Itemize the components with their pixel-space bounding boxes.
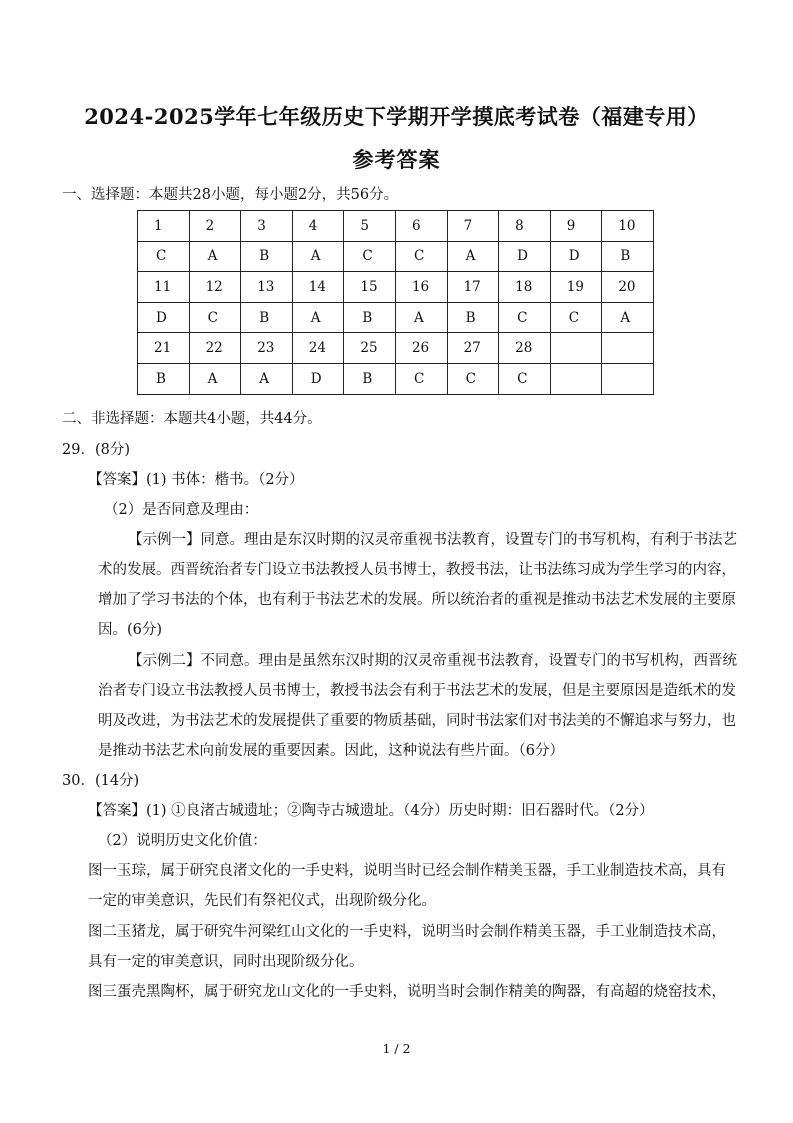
q29-example1-line: 【示例一】同意。理由是东汉时期的汉灵帝重视书法教育，设置专门的书写机构，有利于书法艺 — [128, 532, 737, 548]
table-cell — [602, 333, 654, 364]
section1-heading: 一、选择题：本题共28小题，每小题2分，共56分。 — [62, 187, 399, 203]
q30-answer1: 【答案】(1) ①良渚古城遗址；②陶寺古城遗址。（4分）历史时期：旧石器时代。（2分） — [88, 803, 654, 819]
table-cell: C — [499, 363, 551, 394]
table-cell: 17 — [447, 272, 499, 303]
table-cell: 1 — [138, 211, 190, 242]
table-cell: 13 — [241, 272, 293, 303]
table-cell: D — [138, 302, 190, 333]
document-title: 2024-2025学年七年级历史下学期开学摸底考试卷（福建专用） — [84, 104, 709, 129]
table-cell: A — [241, 363, 293, 394]
table-cell: A — [602, 302, 654, 333]
answer-table — [137, 210, 654, 395]
table-cell: A — [447, 241, 499, 272]
table-cell: C — [499, 302, 551, 333]
table-cell: 24 — [292, 333, 344, 364]
table-cell: 16 — [395, 272, 447, 303]
q30-part2: （2）说明历史文化价值： — [98, 833, 267, 849]
table-row-numbers — [138, 272, 654, 303]
table-cell: C — [550, 302, 602, 333]
table-row-numbers — [138, 333, 654, 364]
section2-heading: 二、非选择题：本题共4小题，共44分。 — [62, 411, 322, 427]
table-cell: A — [189, 363, 241, 394]
q29-example2-line: 明及改进，为书法艺术的发展提供了重要的物质基础，同时书法家们对书法美的不懈追求与努力，也 — [98, 713, 736, 729]
q30-line: 具有一定的审美意识，同时出现阶级分化。 — [88, 954, 364, 970]
table-cell: 23 — [241, 333, 293, 364]
table-cell: A — [292, 241, 344, 272]
table-cell: D — [550, 241, 602, 272]
table-cell — [550, 333, 602, 364]
table-cell: 7 — [447, 211, 499, 242]
document-subtitle: 参考答案 — [352, 147, 441, 172]
table-cell: 20 — [602, 272, 654, 303]
table-row-answers — [138, 241, 654, 272]
table-cell: 28 — [499, 333, 551, 364]
table-cell: C — [395, 241, 447, 272]
table-cell: 18 — [499, 272, 551, 303]
table-cell: 21 — [138, 333, 190, 364]
table-cell: D — [499, 241, 551, 272]
q29-example1-line: 增加了学习书法的个体，也有利于书法艺术的发展。所以统治者的重视是推动书法艺术发展的主要原 — [98, 592, 736, 608]
q29-example2-line: 【示例二】不同意。理由是虽然东汉时期的汉灵帝重视书法教育，设置专门的书写机构，西晋统 — [128, 653, 737, 669]
table-cell: C — [447, 363, 499, 394]
q30-line: 图三蛋壳黑陶杯，属于研究龙山文化的一手史料，说明当时会制作精美的陶器，有高超的烧窑技术， — [88, 984, 726, 1000]
table-row-answers — [138, 363, 654, 394]
table-row-numbers — [138, 211, 654, 242]
table-cell: 9 — [550, 211, 602, 242]
q30-line: 一定的审美意识，先民们有祭祀仪式，出现阶级分化。 — [88, 893, 436, 909]
q29-number: 29．(8分) — [62, 442, 130, 458]
table-row-answers — [138, 302, 654, 333]
q30-number: 30．(14分) — [62, 773, 140, 789]
q30-line: 图二玉猪龙，属于研究牛河梁红山文化的一手史料，说明当时会制作精美玉器，手工业制造技术高， — [88, 924, 726, 940]
table-cell: 22 — [189, 333, 241, 364]
table-cell: 27 — [447, 333, 499, 364]
table-cell: A — [395, 302, 447, 333]
table-cell: 14 — [292, 272, 344, 303]
table-cell: 5 — [344, 211, 396, 242]
table-cell: B — [602, 241, 654, 272]
table-cell: C — [344, 241, 396, 272]
table-cell: B — [447, 302, 499, 333]
table-cell: D — [292, 363, 344, 394]
table-cell: 11 — [138, 272, 190, 303]
table-cell: 26 — [395, 333, 447, 364]
table-cell: B — [241, 302, 293, 333]
table-cell: 25 — [344, 333, 396, 364]
table-cell: A — [189, 241, 241, 272]
table-cell: C — [138, 241, 190, 272]
table-cell: 15 — [344, 272, 396, 303]
table-cell: 12 — [189, 272, 241, 303]
table-cell: B — [344, 363, 396, 394]
table-cell: 19 — [550, 272, 602, 303]
table-cell — [550, 363, 602, 394]
table-cell: B — [344, 302, 396, 333]
table-cell: 10 — [602, 211, 654, 242]
table-cell: 6 — [395, 211, 447, 242]
table-cell: B — [138, 363, 190, 394]
table-cell: A — [292, 302, 344, 333]
table-cell: 8 — [499, 211, 551, 242]
table-cell: B — [241, 241, 293, 272]
table-cell: 4 — [292, 211, 344, 242]
q29-example1-line: 因。(6分) — [98, 622, 163, 638]
q29-answer1: 【答案】(1) 书体：楷书。（2分） — [88, 472, 304, 488]
q29-example1-line: 术的发展。西晋统治者专门设立书法教授人员书博士，教授书法，让书法练习成为学生学习的内容， — [98, 562, 736, 578]
table-cell — [602, 363, 654, 394]
table-cell: C — [395, 363, 447, 394]
table-cell: 3 — [241, 211, 293, 242]
page-number: 1 / 2 — [382, 1041, 411, 1056]
q30-line: 图一玉琮，属于研究良渚文化的一手史料，说明当时已经会制作精美玉器，手工业制造技术高，具有 — [88, 863, 726, 879]
table-cell: C — [189, 302, 241, 333]
table-cell: 2 — [189, 211, 241, 242]
q29-part2: （2）是否同意及理由： — [104, 502, 259, 518]
q29-example2-line: 治者专门设立书法教授人员书博士，教授书法会有利于书法艺术的发展，但是主要原因是造纸术的发 — [98, 683, 736, 699]
q29-example2-line: 是推动书法艺术向前发展的重要因素。因此，这种说法有些片面。（6分） — [98, 743, 564, 759]
